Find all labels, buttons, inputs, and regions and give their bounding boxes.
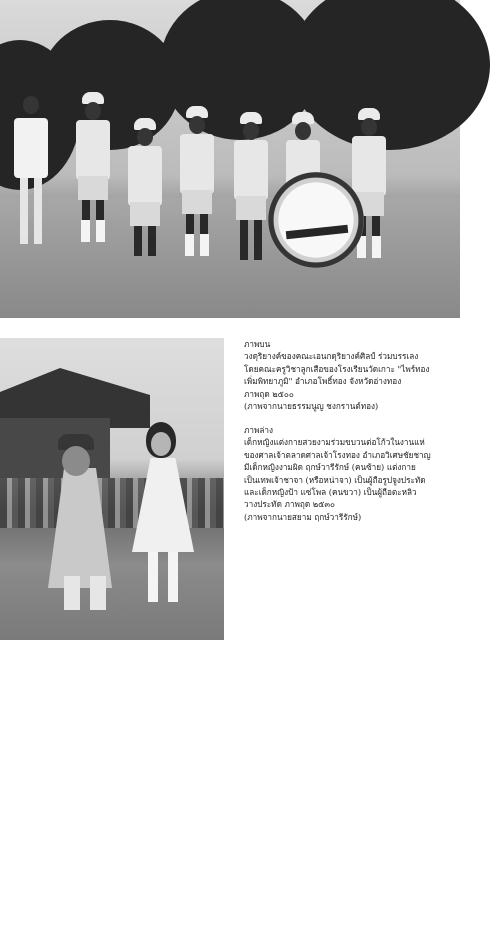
caption-heading: ภาพบน xyxy=(244,339,271,349)
caption-date: วางประทัด ภาพถุด ๒๕๓๐ xyxy=(244,499,335,510)
book-title: สมุดภาพอ่างทอง xyxy=(61,941,133,951)
caption-line: และเด็กหญิงป้า แซ่โพล (คนขวา) เป็นผู้ถือตะหลิว xyxy=(244,487,417,498)
caption-line: มีเด็กหญิงงามผิด ฤกษ์วารีรักษ์ (คนซ้าย) แต่งกาย xyxy=(244,462,416,473)
caption-line: โดยคณะครูวิชาลูกเสือของโรงเรียนวัดเกาะ "ไพร์ทอง xyxy=(244,363,430,374)
caption-date: ภาพถุด ๒๕๐๐ xyxy=(244,388,294,399)
bass-drum xyxy=(268,172,364,268)
page-folio xyxy=(28,938,132,952)
caption-bottom-photo xyxy=(244,424,454,523)
caption-line: ของศาลเจ้าตลาดศาลเจ้าโรงทอง อำเภอวิเศษชัยชาญ xyxy=(244,449,431,460)
photo-scout-band xyxy=(0,0,460,318)
caption-heading: ภาพล่าง xyxy=(244,425,274,435)
caption-line: เพิ่มพิทยาภูมิ" อำเภอโพธิ์ทอง จังหวัดอ่างทอง xyxy=(244,376,402,387)
folio-separator: ● xyxy=(49,941,59,951)
page-number: ๑๑๐ xyxy=(28,941,47,951)
caption-line: วงดุริยางค์ของคณะเอนกดุริยางค์ศิลป์ ร่วมบรรเลง xyxy=(244,351,419,362)
caption-line: เป็นเทพเจ้าชาจา (หรือหน่าจา) เป็นผู้ถือรูปจูงประทัด xyxy=(244,474,426,485)
caption-top-photo xyxy=(244,338,454,412)
caption-line: เด็กหญิงแต่งกายสวยงามร่วมขบวนต่อโก้วในงานแห่ xyxy=(244,437,425,448)
caption-credit: (ภาพจากนายสยาม ฤกษ์วารีรักษ์) xyxy=(244,511,362,522)
caption-credit: (ภาพจากนายธรรมนูญ ชงกรานต์ทอง) xyxy=(244,401,379,412)
photo-procession-girls xyxy=(0,338,224,951)
